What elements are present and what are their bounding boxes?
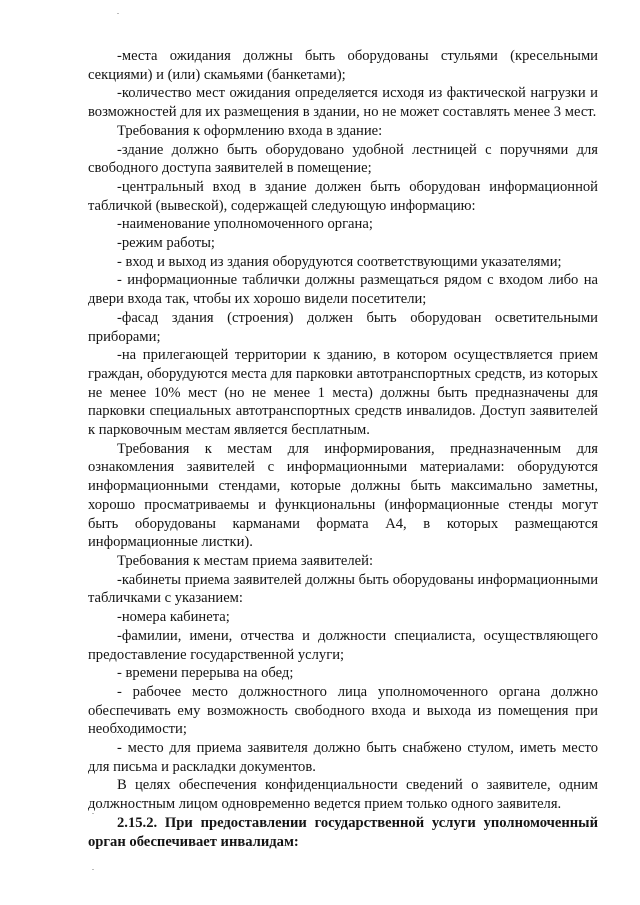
paragraph: -на прилегающей территории к зданию, в котором осуществляется прием граждан, оборудуются места для парковки автотранспортных средств, из которых не менее 10% мест (но не менее 1 места) должны быть предназначены для парковки специальных автотранспортных средств инвалидов. Доступ заявителей к парковочным местам является бесплатным.	[88, 347, 598, 439]
section-heading: 2.15.2. При предоставлении государственной услуги уполномоченный орган обеспечивает инвалидам:	[88, 814, 598, 850]
paragraph: В целях обеспечения конфиденциальности сведений о заявителе, одним должностным лицом одновременно ведется прием только одного заявителя.	[88, 777, 598, 813]
paragraph: -здание должно быть оборудовано удобной лестницей с поручнями для свободного доступа заявителей в помещение;	[88, 141, 598, 177]
paragraph: Требования к местам для информирования, предназначенным для ознакомления заявителей с информационными материалами: оборудуются информационными стендами, которые должны быть максимально заметны, хорошо просматриваемы и функциональны (информационные стенды могут быть оборудованы карманами формата А4, в которых размещаются информационные листки).	[88, 440, 598, 551]
paragraph: - времени перерыва на обед;	[117, 665, 294, 682]
paragraph: -места ожидания должны быть оборудованы стульями (кресельными секциями) и (или) скамьями (банкетами);	[88, 48, 598, 83]
paragraph: - рабочее место должностного лица уполномоченного органа должно обеспечивать ему возможность свободного входа и выхода из помещения при необходимости;	[88, 683, 598, 738]
scan-speck	[92, 813, 94, 814]
paragraph: -фамилии, имени, отчества и должности специалиста, осуществляющего предоставление государственной услуги;	[88, 627, 598, 663]
scan-speck	[117, 13, 119, 14]
paragraph: -наименование уполномоченного органа;	[117, 216, 373, 233]
paragraph: -количество мест ожидания определяется исходя из фактической нагрузки и возможностей для их размещения в здании, но не может составлять менее 3 мест.	[88, 85, 598, 121]
paragraph: -номера кабинета;	[117, 609, 230, 626]
paragraph: -кабинеты приема заявителей должны быть оборудованы информационными табличками с указанием:	[88, 571, 598, 607]
paragraph: - вход и выход из здания оборудуются соответствующими указателями;	[117, 253, 562, 270]
paragraph: -режим работы;	[117, 235, 215, 252]
paragraph: -фасад здания (строения) должен быть оборудован осветительными приборами;	[88, 309, 598, 345]
paragraph: Требования к оформлению входа в здание:	[117, 122, 383, 139]
paragraph: Требования к местам приема заявителей:	[117, 552, 374, 569]
document-body	[88, 47, 598, 851]
paragraph: - информационные таблички должны размещаться рядом с входом либо на двери входа так, чтобы их хорошо видели посетители;	[88, 272, 598, 308]
paragraph: -центральный вход в здание должен быть оборудован информационной табличкой (вывеской), содержащей следующую информацию:	[88, 178, 598, 214]
scan-speck	[92, 869, 94, 870]
paragraph: - место для приема заявителя должно быть снабжено стулом, иметь место для письма и раскладки документов.	[88, 740, 598, 775]
